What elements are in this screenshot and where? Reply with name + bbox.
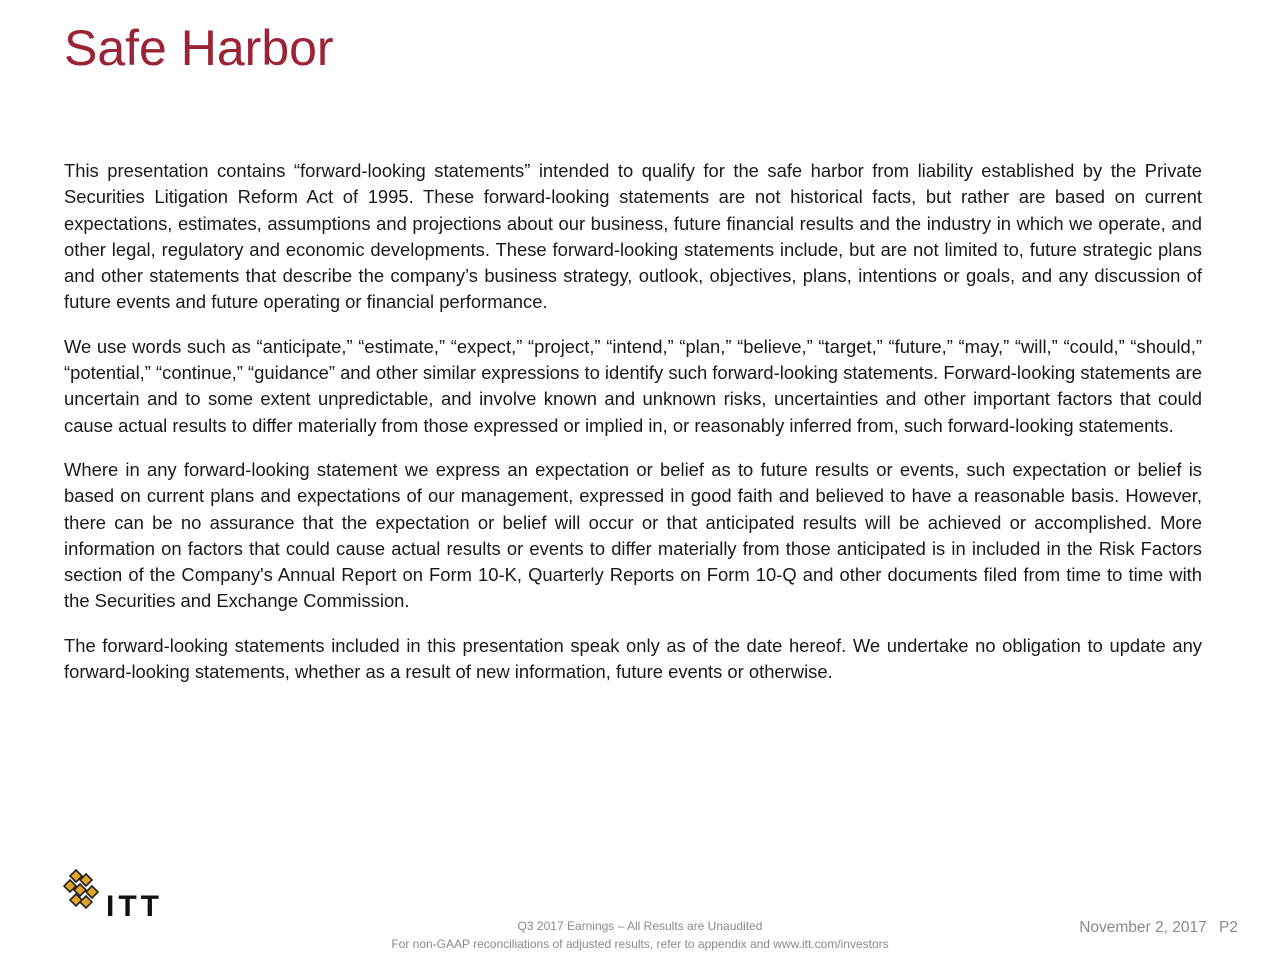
footer-notes (340, 917, 940, 953)
safe-harbor-body (64, 158, 1202, 703)
footer-non-gaap-note: For non-GAAP reconciliations of adjusted results, refer to appendix and www.itt.com/investors (391, 937, 889, 951)
paragraph-no-obligation: The forward-looking statements included in this presentation speak only as of the date hereof. We undertake no obligation to update any forward-looking statements, whether as a result of new information, future events or otherwise. (64, 634, 1202, 683)
itt-logo-text: ITT (106, 890, 163, 923)
paragraph-forward-looking-intro: This presentation contains “forward-looking statements” intended to qualify for the safe harbor from liability established by the Private Securities Litigation Reform Act of 1995. These forward-looking statements are not historical facts, but rather are based on current expectations, estimates, assumptions and projections about our business, future financial results and the industry in which we operate, and other legal, regulatory and economic developments. These forward-looking statements include, but are not limited to, future strategic plans and other statements that describe the company’s business strategy, outlook, objectives, plans, intentions or goals, and any discussion of future events and future operating or financial performance. (64, 160, 1202, 313)
page-title: Safe Harbor (64, 20, 334, 76)
paragraph-words-used: We use words such as “anticipate,” “estimate,” “expect,” “project,” “intend,” “plan,” “believe,” “target,” “future,” “may,” “will,” “could,” “should,” “potential,” “continue,” “guidance” and other similar expressions to identify such forward-looking statements. Forward-looking statements are uncertain and to some extent unpredictable, and involve known and unknown risks, uncertainties and other important factors that could cause actual results to differ materially from those expressed or implied in, or reasonably inferred from, such forward-looking statements. (64, 335, 1202, 436)
paragraph-expectations: Where in any forward-looking statement we express an expectation or belief as to future results or events, such expectation or belief is based on current plans and expectations of our management, expressed in good faith and believed to have a reasonable basis. However, there can be no assurance that the expectation or belief will occur or that anticipated results will be achieved or accomplished. More information on factors that could cause actual results or events to differ materially from those anticipated is in included in the Risk Factors section of the Company's Annual Report on Form 10-K, Quarterly Reports on Form 10-Q and other documents filed from time to time with the Securities and Exchange Commission. (64, 458, 1202, 612)
footer-date: November 2, 2017 (1079, 919, 1207, 936)
itt-logo (62, 868, 172, 928)
page-number: P2 (1219, 919, 1238, 936)
footer-earnings-note: Q3 2017 Earnings – All Results are Unaudited (517, 919, 763, 933)
itt-diamond-logo-icon (62, 868, 102, 916)
footer-date-page (1079, 919, 1238, 937)
